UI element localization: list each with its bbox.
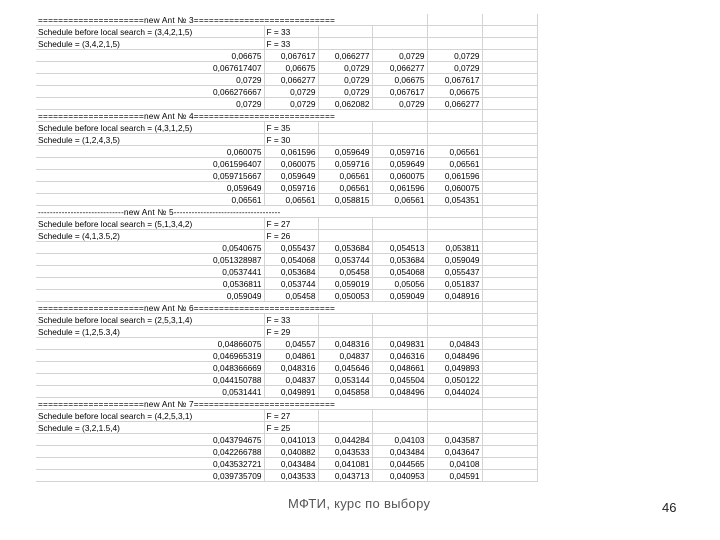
empty-cell [427, 422, 482, 434]
empty-cell [482, 434, 537, 446]
matrix-cell: 0,041013 [264, 434, 318, 446]
footer-caption: МФТИ, курс по выбору [288, 496, 431, 511]
empty-cell [372, 218, 427, 230]
matrix-row [36, 50, 537, 62]
matrix-cell: 0,053744 [318, 254, 372, 266]
matrix-row [36, 470, 537, 482]
matrix-cell: 0,049831 [372, 338, 427, 350]
empty-cell [482, 302, 537, 314]
matrix-cell: 0,04591 [427, 470, 482, 482]
fitness-before: F = 35 [264, 122, 318, 134]
matrix-cell: 0,06561 [427, 146, 482, 158]
matrix-cell: 0,04557 [264, 338, 318, 350]
matrix-cell: 0,048316 [318, 338, 372, 350]
empty-cell [482, 26, 537, 38]
matrix-cell: 0,05458 [318, 266, 372, 278]
empty-cell [482, 458, 537, 470]
matrix-cell: 0,061596 [427, 170, 482, 182]
matrix-cell: 0,04103 [372, 434, 427, 446]
empty-cell [318, 422, 372, 434]
matrix-row [36, 98, 537, 110]
matrix-row [36, 458, 537, 470]
empty-cell [372, 410, 427, 422]
matrix-cell: 0,054068 [264, 254, 318, 266]
empty-cell [427, 122, 482, 134]
empty-cell [482, 242, 537, 254]
schedule-after-label: Schedule = (1,2,5.3,4) [36, 326, 264, 338]
empty-cell [372, 314, 427, 326]
matrix-cell: 0,05056 [372, 278, 427, 290]
schedule-before-label: Schedule before local search = (4,2,5,3,1) [36, 410, 264, 422]
matrix-row [36, 338, 537, 350]
matrix-cell: 0,053684 [318, 242, 372, 254]
matrix-cell: 0,04861 [264, 350, 318, 362]
matrix-cell: 0,043533 [264, 470, 318, 482]
matrix-cell: 0,06561 [318, 182, 372, 194]
matrix-cell: 0,06561 [264, 194, 318, 206]
fitness-before: F = 27 [264, 410, 318, 422]
matrix-row [36, 386, 537, 398]
matrix-cell: 0,0540675 [36, 242, 264, 254]
matrix-row [36, 194, 537, 206]
schedule-after-row [36, 230, 537, 242]
matrix-cell: 0,053811 [427, 242, 482, 254]
matrix-cell: 0,060075 [36, 146, 264, 158]
empty-cell [482, 218, 537, 230]
matrix-cell: 0,059649 [318, 146, 372, 158]
empty-cell [318, 230, 372, 242]
empty-cell [427, 230, 482, 242]
empty-cell [482, 290, 537, 302]
matrix-cell: 0,051328987 [36, 254, 264, 266]
matrix-cell: 0,053744 [264, 278, 318, 290]
matrix-cell: 0,067617407 [36, 62, 264, 74]
schedule-after-label: Schedule = (3,4,2,1,5) [36, 38, 264, 50]
matrix-cell: 0,053144 [318, 374, 372, 386]
matrix-cell: 0,060075 [264, 158, 318, 170]
matrix-cell: 0,048916 [427, 290, 482, 302]
fitness-after: F = 25 [264, 422, 318, 434]
schedule-before-row [36, 218, 537, 230]
empty-cell [482, 194, 537, 206]
empty-cell [482, 230, 537, 242]
matrix-row [36, 86, 537, 98]
ant-header-row [36, 14, 537, 26]
empty-cell [372, 302, 427, 314]
empty-cell [372, 14, 427, 26]
matrix-cell: 0,049893 [427, 362, 482, 374]
matrix-cell: 0,061596 [264, 146, 318, 158]
matrix-cell: 0,040882 [264, 446, 318, 458]
matrix-cell: 0,042266788 [36, 446, 264, 458]
empty-cell [427, 26, 482, 38]
matrix-cell: 0,067617 [427, 74, 482, 86]
empty-cell [318, 314, 372, 326]
schedule-after-row [36, 134, 537, 146]
matrix-cell: 0,059715667 [36, 170, 264, 182]
matrix-row [36, 350, 537, 362]
matrix-row [36, 158, 537, 170]
matrix-row [36, 146, 537, 158]
matrix-cell: 0,06675 [264, 62, 318, 74]
matrix-row [36, 74, 537, 86]
empty-cell [372, 38, 427, 50]
matrix-cell: 0,066277 [318, 50, 372, 62]
matrix-cell: 0,066277 [372, 62, 427, 74]
empty-cell [482, 38, 537, 50]
matrix-cell: 0,048661 [372, 362, 427, 374]
matrix-cell: 0,04843 [427, 338, 482, 350]
schedule-before-label: Schedule before local search = (3,4,2,1,5) [36, 26, 264, 38]
empty-cell [482, 374, 537, 386]
matrix-cell: 0,040953 [372, 470, 427, 482]
empty-cell [427, 302, 482, 314]
matrix-cell: 0,062082 [318, 98, 372, 110]
matrix-row [36, 362, 537, 374]
empty-cell [482, 254, 537, 266]
fitness-after: F = 33 [264, 38, 318, 50]
matrix-cell: 0,066276667 [36, 86, 264, 98]
matrix-cell: 0,06561 [36, 194, 264, 206]
matrix-cell: 0,045858 [318, 386, 372, 398]
empty-cell [482, 398, 537, 410]
fitness-before: F = 33 [264, 314, 318, 326]
matrix-cell: 0,06675 [372, 74, 427, 86]
matrix-cell: 0,0729 [264, 98, 318, 110]
matrix-row [36, 62, 537, 74]
matrix-cell: 0,050122 [427, 374, 482, 386]
empty-cell [482, 362, 537, 374]
empty-cell [427, 326, 482, 338]
matrix-cell: 0,059716 [264, 182, 318, 194]
matrix-cell: 0,043533 [318, 446, 372, 458]
matrix-cell: 0,0536811 [36, 278, 264, 290]
empty-cell [318, 410, 372, 422]
matrix-cell: 0,06561 [372, 194, 427, 206]
empty-cell [482, 278, 537, 290]
matrix-cell: 0,0729 [427, 62, 482, 74]
empty-cell [427, 38, 482, 50]
matrix-cell: 0,0729 [318, 62, 372, 74]
empty-cell [372, 134, 427, 146]
ant-header-row [36, 398, 537, 410]
ant-header: =====================new Ant № 7============================ [36, 398, 372, 410]
matrix-cell: 0,053684 [372, 254, 427, 266]
empty-cell [427, 110, 482, 122]
matrix-cell: 0,06561 [427, 158, 482, 170]
matrix-cell: 0,059049 [372, 290, 427, 302]
ant-header: -----------------------------new Ant № 5------------------------------------ [36, 206, 372, 218]
matrix-cell: 0,050053 [318, 290, 372, 302]
matrix-cell: 0,059019 [318, 278, 372, 290]
matrix-cell: 0,054068 [372, 266, 427, 278]
schedule-before-row [36, 26, 537, 38]
fitness-after: F = 29 [264, 326, 318, 338]
matrix-cell: 0,043647 [427, 446, 482, 458]
matrix-cell: 0,053684 [264, 266, 318, 278]
fitness-after: F = 26 [264, 230, 318, 242]
schedule-before-label: Schedule before local search = (4,3,1,2,5) [36, 122, 264, 134]
fitness-before: F = 27 [264, 218, 318, 230]
ant-header-row [36, 206, 537, 218]
matrix-cell: 0,067617 [372, 86, 427, 98]
matrix-cell: 0,0729 [318, 86, 372, 98]
schedule-after-row [36, 422, 537, 434]
empty-cell [482, 326, 537, 338]
matrix-cell: 0,055437 [264, 242, 318, 254]
schedule-before-row [36, 314, 537, 326]
empty-cell [427, 314, 482, 326]
matrix-cell: 0,067617 [264, 50, 318, 62]
matrix-cell: 0,060075 [427, 182, 482, 194]
empty-cell [482, 422, 537, 434]
schedule-before-label: Schedule before local search = (5,1,3,4,2) [36, 218, 264, 230]
empty-cell [372, 398, 427, 410]
matrix-cell: 0,046965319 [36, 350, 264, 362]
empty-cell [427, 14, 482, 26]
matrix-cell: 0,05458 [264, 290, 318, 302]
ant-header: =====================new Ant № 3============================ [36, 14, 372, 26]
matrix-cell: 0,043713 [318, 470, 372, 482]
matrix-cell: 0,0729 [264, 86, 318, 98]
matrix-cell: 0,045504 [372, 374, 427, 386]
matrix-cell: 0,059049 [427, 254, 482, 266]
matrix-cell: 0,039735709 [36, 470, 264, 482]
matrix-row [36, 446, 537, 458]
matrix-cell: 0,054513 [372, 242, 427, 254]
schedule-after-label: Schedule = (3,2,1.5,4) [36, 422, 264, 434]
empty-cell [482, 74, 537, 86]
schedule-before-row [36, 410, 537, 422]
matrix-cell: 0,0537441 [36, 266, 264, 278]
matrix-cell: 0,048316 [264, 362, 318, 374]
empty-cell [482, 170, 537, 182]
empty-cell [482, 182, 537, 194]
matrix-cell: 0,043532721 [36, 458, 264, 470]
matrix-row [36, 266, 537, 278]
matrix-cell: 0,048496 [372, 386, 427, 398]
matrix-cell: 0,043484 [372, 446, 427, 458]
matrix-cell: 0,066277 [427, 98, 482, 110]
empty-cell [482, 86, 537, 98]
empty-cell [427, 206, 482, 218]
matrix-cell: 0,04837 [264, 374, 318, 386]
empty-cell [318, 38, 372, 50]
matrix-cell: 0,0729 [372, 98, 427, 110]
matrix-cell: 0,066277 [264, 74, 318, 86]
empty-cell [482, 266, 537, 278]
schedule-before-label: Schedule before local search = (2,5,3,1,4) [36, 314, 264, 326]
matrix-cell: 0,0729 [427, 50, 482, 62]
matrix-row [36, 278, 537, 290]
empty-cell [372, 230, 427, 242]
empty-cell [482, 386, 537, 398]
matrix-row [36, 374, 537, 386]
matrix-cell: 0,044150788 [36, 374, 264, 386]
empty-cell [482, 338, 537, 350]
matrix-cell: 0,06561 [318, 170, 372, 182]
schedule-after-label: Schedule = (1,2,4,3,5) [36, 134, 264, 146]
empty-cell [372, 110, 427, 122]
matrix-cell: 0,04837 [318, 350, 372, 362]
schedule-before-row [36, 122, 537, 134]
empty-cell [427, 134, 482, 146]
empty-cell [427, 218, 482, 230]
matrix-row [36, 182, 537, 194]
matrix-cell: 0,049891 [264, 386, 318, 398]
matrix-cell: 0,043587 [427, 434, 482, 446]
matrix-cell: 0,055437 [427, 266, 482, 278]
empty-cell [482, 122, 537, 134]
matrix-cell: 0,061596 [372, 182, 427, 194]
empty-cell [482, 470, 537, 482]
matrix-row [36, 254, 537, 266]
matrix-cell: 0,0729 [318, 74, 372, 86]
matrix-cell: 0,06675 [427, 86, 482, 98]
empty-cell [482, 446, 537, 458]
empty-cell [482, 146, 537, 158]
empty-cell [372, 26, 427, 38]
ant-header: =====================new Ant № 6============================ [36, 302, 372, 314]
empty-cell [482, 134, 537, 146]
matrix-cell: 0,061596407 [36, 158, 264, 170]
matrix-cell: 0,060075 [372, 170, 427, 182]
matrix-cell: 0,048366669 [36, 362, 264, 374]
matrix-cell: 0,044024 [427, 386, 482, 398]
matrix-cell: 0,043794675 [36, 434, 264, 446]
matrix-cell: 0,045646 [318, 362, 372, 374]
matrix-cell: 0,051837 [427, 278, 482, 290]
matrix-cell: 0,059716 [372, 146, 427, 158]
empty-cell [482, 350, 537, 362]
matrix-row [36, 242, 537, 254]
empty-cell [482, 206, 537, 218]
matrix-cell: 0,04866075 [36, 338, 264, 350]
matrix-cell: 0,059649 [372, 158, 427, 170]
schedule-after-row [36, 326, 537, 338]
matrix-row [36, 434, 537, 446]
empty-cell [482, 110, 537, 122]
matrix-cell: 0,0729 [36, 74, 264, 86]
matrix-cell: 0,058815 [318, 194, 372, 206]
matrix-cell: 0,041081 [318, 458, 372, 470]
matrix-cell: 0,054351 [427, 194, 482, 206]
schedule-after-row [36, 38, 537, 50]
results-spreadsheet [36, 14, 538, 482]
empty-cell [482, 98, 537, 110]
ant-header: =====================new Ant № 4============================ [36, 110, 372, 122]
matrix-row [36, 290, 537, 302]
matrix-cell: 0,0729 [372, 50, 427, 62]
empty-cell [318, 326, 372, 338]
empty-cell [482, 410, 537, 422]
matrix-cell: 0,044284 [318, 434, 372, 446]
empty-cell [372, 422, 427, 434]
empty-cell [318, 218, 372, 230]
matrix-cell: 0,0729 [36, 98, 264, 110]
empty-cell [372, 206, 427, 218]
empty-cell [372, 326, 427, 338]
empty-cell [482, 314, 537, 326]
empty-cell [482, 62, 537, 74]
matrix-cell: 0,059649 [36, 182, 264, 194]
empty-cell [482, 158, 537, 170]
matrix-cell: 0,04108 [427, 458, 482, 470]
empty-cell [318, 26, 372, 38]
empty-cell [318, 122, 372, 134]
matrix-row [36, 170, 537, 182]
schedule-after-label: Schedule = (4,1,3.5,2) [36, 230, 264, 242]
empty-cell [427, 410, 482, 422]
matrix-cell: 0,043484 [264, 458, 318, 470]
empty-cell [482, 50, 537, 62]
ant-header-row [36, 110, 537, 122]
empty-cell [427, 398, 482, 410]
matrix-cell: 0,0531441 [36, 386, 264, 398]
matrix-cell: 0,059649 [264, 170, 318, 182]
matrix-cell: 0,06675 [36, 50, 264, 62]
matrix-cell: 0,059049 [36, 290, 264, 302]
matrix-cell: 0,044565 [372, 458, 427, 470]
empty-cell [318, 134, 372, 146]
matrix-cell: 0,048496 [427, 350, 482, 362]
page-number: 46 [662, 500, 677, 515]
empty-cell [372, 122, 427, 134]
matrix-cell: 0,046316 [372, 350, 427, 362]
empty-cell [482, 14, 537, 26]
ant-header-row [36, 302, 537, 314]
fitness-after: F = 30 [264, 134, 318, 146]
fitness-before: F = 33 [264, 26, 318, 38]
matrix-cell: 0,059716 [318, 158, 372, 170]
